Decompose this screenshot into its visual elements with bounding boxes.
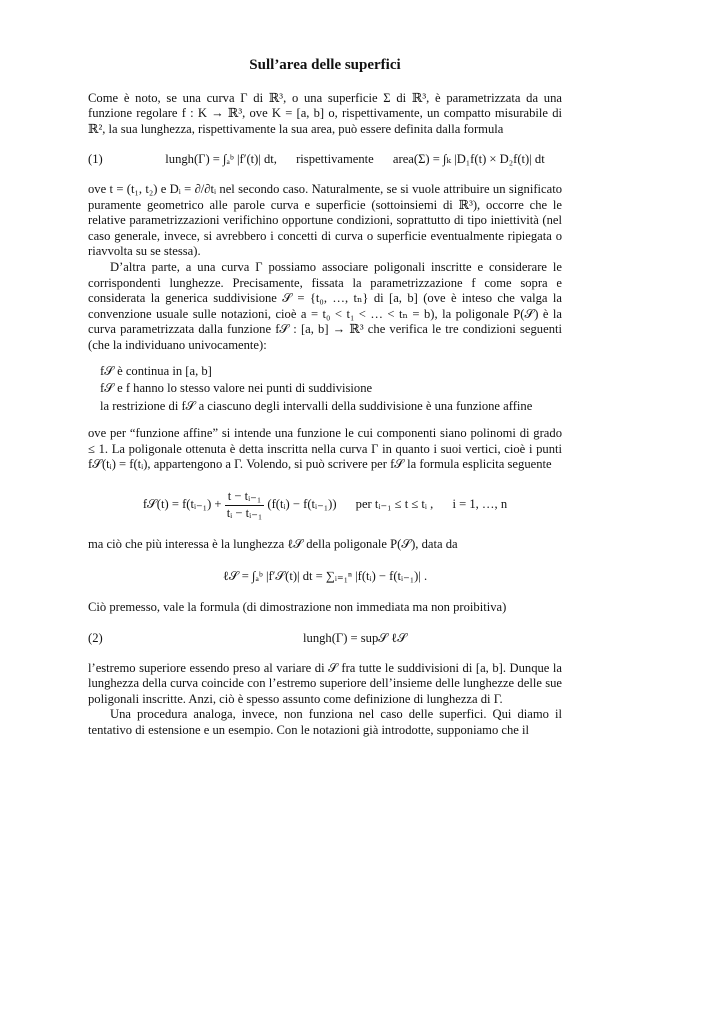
equation-number: (2) (88, 631, 103, 646)
list-item: f𝒮 è continua in [a, b] (100, 363, 212, 378)
fs-left: f𝒮(t) = f(tᵢ₋₁) + (142, 497, 222, 512)
fs-range: i = 1, …, n (452, 497, 508, 512)
equation-number: (1) (88, 152, 103, 167)
fraction (225, 489, 265, 521)
paragraph-notation: ove t = (t₁, t₂) e Dᵢ = ∂/∂tᵢ nel secondo caso. Naturalmente, se si vuole attribuire un significato puramente geometrico alle parole curva e superficie (sottoinsiemi di ℝ³), occorre che le relative parametrizzazioni verifichino opportune condizioni, soprattutto di tipo iniettività (nel caso generale, invece, si avrebbero i concetti di curva o superficie eventualmente ripiegata o riavvolta su se stessa). (88, 181, 562, 259)
fs-condition: per tᵢ₋₁ ≤ t ≤ tᵢ , (355, 497, 434, 512)
equation-length: ℓ𝒮 = ∫ₐᵇ |f′𝒮(t)| dt = ∑ᵢ₌₁ⁿ |f(tᵢ) − f(tᵢ₋₁)| . (222, 568, 428, 583)
equation-fs (88, 489, 562, 521)
length-formula: lungh(Γ) = ∫ₐᵇ |f′(t)| dt, (165, 152, 277, 167)
area-formula: area(Σ) = ∫ₖ |D₁f(t) × D₂f(t)| dt (392, 152, 545, 167)
conditions-list (88, 364, 562, 415)
equation-body: lungh(Γ) = sup𝒮 ℓ𝒮 (303, 631, 407, 646)
paragraph-supremum: l’estremo superiore essendo preso al variare di 𝒮 fra tutte le suddivisioni di [a, b]. Dunque la lunghezza della curva coincide con l’estremo superiore dell’insieme delle lunghezze delle sue poligonali inscritte. Anzi, ciò è spesso assunto come definizione di lunghezza di Γ. (88, 660, 562, 706)
paragraph-affine: ove per “funzione affine” si intende una funzione le cui componenti siano polinomi di grado ≤ 1. La poligonale ottenuta è detta inscritta nella curva Γ in quanto i suoi vertici, cioè i punti f𝒮(tᵢ) = f(tᵢ), appartengono a Γ. Volendo, si può scrivere per f𝒮 la formula esplicita seguente (88, 426, 562, 472)
paper-page (88, 52, 562, 739)
paragraph-premise: Ciò premesso, vale la formula (di dimostrazione non immediata ma non proibitiva) (88, 600, 507, 615)
paragraph-polygonal: D’altra parte, a una curva Γ possiamo associare poligonali inscritte e considerare le corrispondenti lunghezze. Precisamente, fissata la parametrizzazione f come sopra e considerata la generica suddivisione 𝒮 = {t₀, …, tₙ} di [a, b] (ove è inteso che valga la convenzione usuale sulle notazioni, cioè a = t₀ < t₁ < … < tₙ = b), la poligonale P(𝒮) è la curva parametrizzata dalla funzione f𝒮 : [a, b] → ℝ³ che verifica le tre condizioni seguenti (che la individuano univocamente): (88, 259, 562, 352)
fraction-denominator: tᵢ − tᵢ₋₁ (226, 505, 263, 520)
list-item: f𝒮 e f hanno lo stesso valore nei punti di suddivisione (100, 381, 373, 396)
equation-body (148, 152, 562, 168)
equation-1 (88, 152, 562, 168)
page-title: Sull’area delle superfici (249, 57, 401, 73)
paragraph-surfaces: Una procedura analoga, invece, non funziona nel caso delle superfici. Qui diamo il tentativo di estensione e un esempio. Con le notazioni già introdotte, supponiamo che il (88, 707, 562, 737)
paragraph-length: ma ciò che più interessa è la lunghezza ℓ𝒮 della poligonale P(𝒮), data da (88, 537, 458, 552)
fs-right: (f(tᵢ) − f(tᵢ₋₁)) (267, 497, 337, 512)
fraction-numerator: t − tᵢ₋₁ (225, 489, 265, 506)
paragraph-intro: Come è noto, se una curva Γ di ℝ³, o una superficie Σ di ℝ³, è parametrizzata da una funzione regolare f : K → ℝ³, ove K = [a, b] o, rispettivamente, un compatto misurabile di ℝ², la sua lunghezza, rispettivamente la sua area, può essere definita dalla formula (88, 90, 562, 136)
equation-2 (88, 631, 562, 647)
equation-connector: rispettivamente (296, 152, 374, 167)
list-item: la restrizione di f𝒮 a ciascuno degli intervalli della suddivisione è una funzione affine (100, 398, 533, 413)
